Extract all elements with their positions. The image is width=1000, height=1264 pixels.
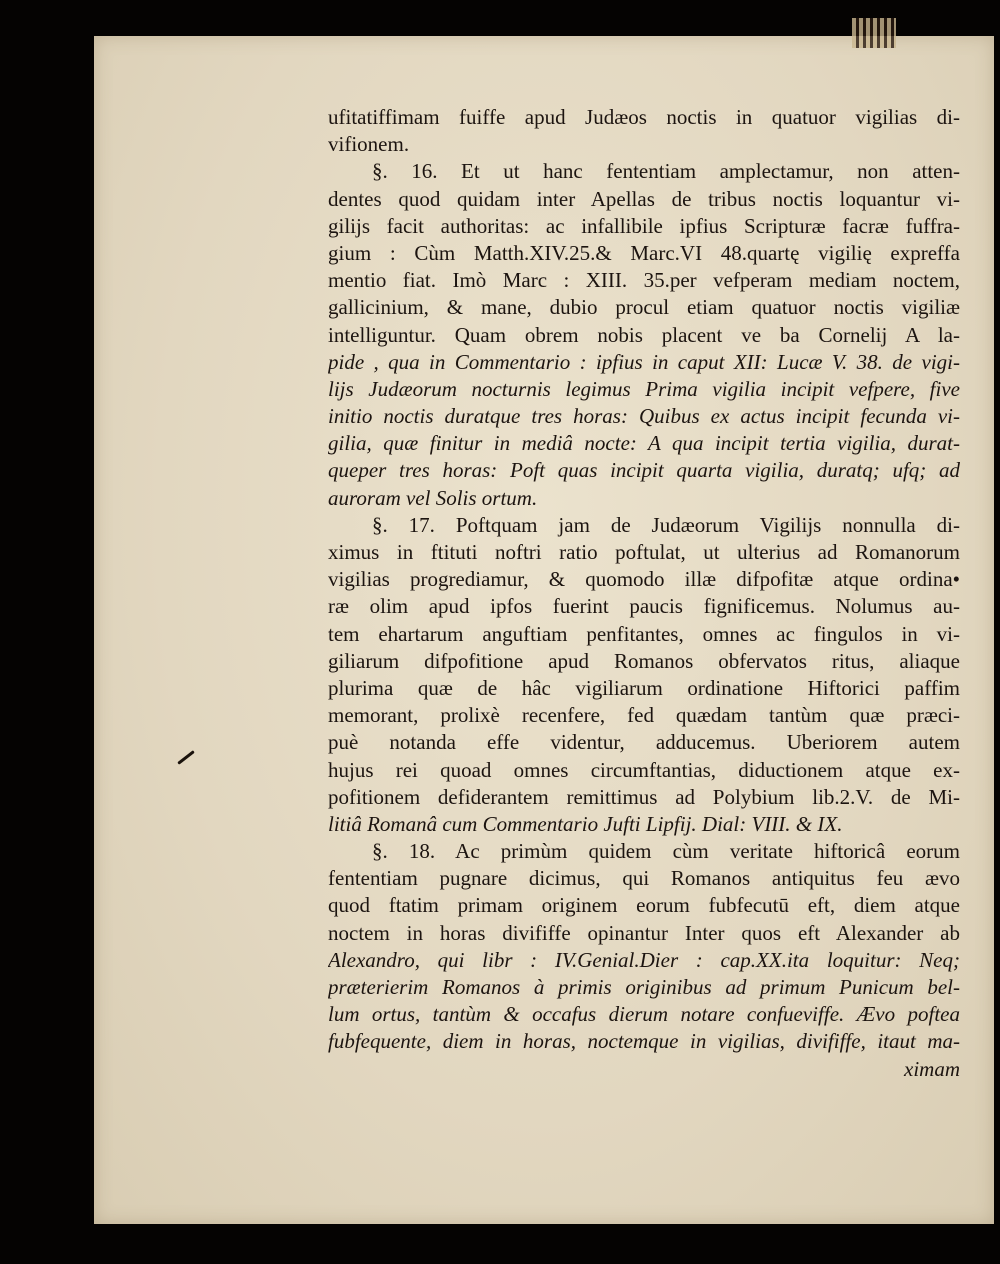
text-line: intelliguntur. Quam obrem nobis placent ve ba Cornelij A la-: [328, 322, 960, 347]
text-line: lijs Judæorum nocturnis legimus Prima vigilia incipit vefpere, five: [328, 376, 960, 401]
text-line: præterierim Romanos à primis originibus ad primum Punicum bel-: [328, 975, 960, 999]
text-line: fubfequente, diem in horas, noctemque in vigilias, divififfe, itaut ma-: [328, 1029, 960, 1054]
text-line: gilia, quæ finitur in mediâ nocte: A qua incipit tertia vigilia, durat-: [328, 431, 960, 456]
text-line: vigilias progrediamur, & quomodo illæ difpofitæ atque ordina•: [328, 567, 960, 592]
text-line: memorant, prolixè recenfere, fed quædam tantùm quæ præci-: [328, 703, 960, 728]
text-line: gilijs facit authoritas: ac infallibile ipfius Scripturæ facræ fuffra-: [328, 213, 960, 238]
text-line: fententiam pugnare dicimus, qui Romanos antiquitus feu ævo: [328, 866, 960, 891]
text-line: pide , qua in Commentario : ipfius in caput XII: Lucæ V. 38. de vigi-: [328, 349, 960, 374]
text-line: mentio fiat. Imò Marc : XIII. 35.per vefperam mediam noctem,: [328, 268, 960, 293]
text-line: vifionem.: [328, 132, 410, 157]
text-line: giliarum difpofitione apud Romanos obfervatos ritus, aliaque: [328, 648, 960, 673]
text-line: ufitatiffimam fuiffe apud Judæos noctis in quatuor vigilias di-: [328, 105, 960, 129]
text-line: tem ehartarum anguftiam penfitantes, omnes ac fingulos in vi-: [328, 621, 960, 646]
text-line: initio noctis duratque tres horas: Quibus ex actus incipit fecunda vi-: [328, 404, 960, 429]
text-line: lum ortus, tantùm & occafus dierum notare confueviffe. Ævo poftea: [328, 1002, 960, 1027]
text-line: ræ olim apud ipfos fuerint paucis fignificemus. Nolumus au-: [328, 594, 960, 619]
text-line: ximus in ftituti noftri ratio poftulat, ut ulterius ad Romanorum: [328, 540, 960, 564]
text-line: §. 17. Poftquam jam de Judæorum Vigilijs nonnulla di-: [372, 512, 960, 537]
text-line: gallicinium, & mane, dubio procul etiam quatuor noctis vigiliæ: [328, 295, 960, 320]
text-line: noctem in horas divififfe opinantur Inter quos eft Alexander ab: [328, 920, 960, 945]
text-line: Alexandro, qui libr : IV.Genial.Dier : cap.XX.ita loquitur: Neq;: [328, 947, 960, 972]
text-line: dentes quod quidam inter Apellas de tribus noctis loquantur vi-: [328, 186, 960, 211]
text-line: queper tres horas: Poft quas incipit quarta vigilia, duratq; ufq; ad: [328, 458, 960, 483]
text-line: ximam: [904, 1056, 960, 1081]
text-line: hujus rei quoad omnes circumftantias, diductionem atque ex-: [328, 757, 960, 782]
text-line: pofitionem defiderantem remittimus ad Polybium lib.2.V. de Mi-: [328, 784, 960, 809]
page-text: [328, 104, 960, 1083]
text-line: litiâ Romanâ cum Commentario Jufti Lipfij. Dial: VIII. & IX.: [328, 811, 843, 836]
book-spine-edge: [852, 18, 896, 48]
text-line: puè notanda effe videntur, adducemus. Uberiorem autem: [328, 730, 960, 755]
text-line: gium : Cùm Matth.XIV.25.& Marc.VI 48.quartę vigilię expreffa: [328, 240, 960, 265]
text-line: plurima quæ de hâc vigiliarum ordinatione Hiftorici paffim: [328, 675, 960, 700]
text-line: quod ftatim primam originem eorum fubfecutū eft, diem atque: [328, 893, 960, 918]
text-line: auroram vel Solis ortum.: [328, 485, 538, 510]
text-line: §. 16. Et ut hanc fententiam amplectamur, non atten-: [372, 159, 960, 184]
text-line: §. 18. Ac primùm quidem cùm veritate hiftoricâ eorum: [372, 839, 960, 864]
